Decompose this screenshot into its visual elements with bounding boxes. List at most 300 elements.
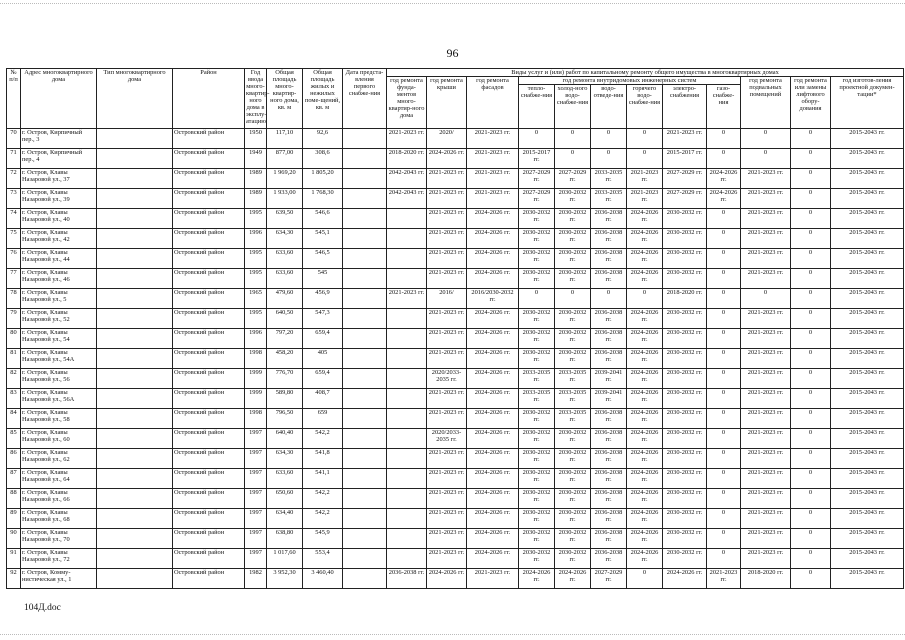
district-cell: Островский район xyxy=(173,449,245,469)
lift-cell: 0 xyxy=(791,429,831,449)
header-sewer: водо-отведе-ния xyxy=(591,85,627,129)
table-row xyxy=(7,249,904,269)
facade-cell: 2024-2026 гг. xyxy=(467,549,519,569)
house-type-cell xyxy=(97,449,173,469)
facade-cell: 2024-2026 гг. xyxy=(467,349,519,369)
doc-date-cell xyxy=(343,309,387,329)
table-row xyxy=(7,289,904,309)
foundation-cell: 2036-2038 гг. xyxy=(387,569,427,589)
roof-cell: 2021-2023 гг. xyxy=(427,269,467,289)
address-cell: г. Остров, Клавы Назаровой ул., 64 xyxy=(21,469,97,489)
heat-cell: 2027-2029 гг. xyxy=(519,169,555,189)
doc-date-cell xyxy=(343,289,387,309)
facade-cell: 2024-2026 гг. xyxy=(467,249,519,269)
district-cell: Островский район xyxy=(173,529,245,549)
heat-cell: 2030-2032 гг. xyxy=(519,329,555,349)
header-hot-water: горячего водо-снабже-ния xyxy=(627,85,663,129)
basement-cell: 2021-2023 гг. xyxy=(741,509,791,529)
total-area-cell: 1 933,00 xyxy=(267,189,303,209)
res-area-cell: 545,1 xyxy=(303,229,343,249)
hot-water-cell: 2024-2026 гг. xyxy=(627,249,663,269)
gas-cell: 2021-2023 гг. xyxy=(707,569,741,589)
facade-cell: 2024-2026 гг. xyxy=(467,449,519,469)
doc-date-cell xyxy=(343,409,387,429)
sewer-cell: 2036-2038 гг. xyxy=(591,489,627,509)
foundation-cell xyxy=(387,389,427,409)
heat-cell: 2030-2032 гг. xyxy=(519,529,555,549)
foundation-cell: 2018-2020 гг. xyxy=(387,149,427,169)
repair-schedule-table xyxy=(6,68,904,589)
row-number: 89 xyxy=(7,509,21,529)
roof-cell: 2021-2023 гг. xyxy=(427,209,467,229)
basement-cell: 2018-2020 гг. xyxy=(741,569,791,589)
foundation-cell xyxy=(387,529,427,549)
sewer-cell: 2036-2038 гг. xyxy=(591,309,627,329)
design-docs-cell: 2015-2043 гг. xyxy=(831,229,904,249)
cold-water-cell: 2033-2035 гг. xyxy=(555,389,591,409)
electric-cell: 2030-2032 гг. xyxy=(663,229,707,249)
facade-cell: 2024-2026 гг. xyxy=(467,309,519,329)
sewer-cell: 2036-2038 гг. xyxy=(591,469,627,489)
foundation-cell: 2042-2043 гг. xyxy=(387,169,427,189)
total-area-cell: 633,60 xyxy=(267,249,303,269)
row-number: 83 xyxy=(7,389,21,409)
header-basement: год ремонта подвальных помещений xyxy=(741,77,791,129)
sewer-cell: 2036-2038 гг. xyxy=(591,329,627,349)
foundation-cell xyxy=(387,549,427,569)
sewer-cell: 0 xyxy=(591,129,627,149)
hot-water-cell: 2024-2026 гг. xyxy=(627,209,663,229)
design-docs-cell: 2015-2043 гг. xyxy=(831,569,904,589)
hot-water-cell: 2024-2026 гг. xyxy=(627,549,663,569)
row-number: 82 xyxy=(7,369,21,389)
facade-cell: 2024-2026 гг. xyxy=(467,269,519,289)
document-filename: 104Д.doc xyxy=(24,603,61,613)
total-area-cell: 640,40 xyxy=(267,429,303,449)
header-res-area: Общая площадь жилых и нежилых поме-щений, кв. м xyxy=(303,69,343,129)
sewer-cell: 2027-2029 гг. xyxy=(591,569,627,589)
hot-water-cell: 2024-2026 гг. xyxy=(627,269,663,289)
table-row xyxy=(7,529,904,549)
heat-cell: 2030-2032 гг. xyxy=(519,229,555,249)
row-number: 87 xyxy=(7,469,21,489)
facade-cell: 2021-2023 гг. xyxy=(467,189,519,209)
table-row xyxy=(7,129,904,149)
year-built-cell: 1997 xyxy=(245,429,267,449)
heat-cell: 2030-2032 гг. xyxy=(519,429,555,449)
sewer-cell: 2033-2035 гг. xyxy=(591,169,627,189)
res-area-cell: 659,4 xyxy=(303,329,343,349)
electric-cell: 2015-2017 гг. xyxy=(663,149,707,169)
district-cell: Островский район xyxy=(173,429,245,449)
table-row xyxy=(7,189,904,209)
row-number: 77 xyxy=(7,269,21,289)
table-row xyxy=(7,369,904,389)
gas-cell: 0 xyxy=(707,409,741,429)
total-area-cell: 650,60 xyxy=(267,489,303,509)
roof-cell: 2021-2023 гг. xyxy=(427,529,467,549)
cold-water-cell: 2030-2032 гг. xyxy=(555,349,591,369)
year-built-cell: 1996 xyxy=(245,329,267,349)
lift-cell: 0 xyxy=(791,309,831,329)
hot-water-cell: 2024-2026 гг. xyxy=(627,529,663,549)
basement-cell: 2021-2023 гг. xyxy=(741,529,791,549)
electric-cell: 2030-2032 гг. xyxy=(663,369,707,389)
total-area-cell: 633,60 xyxy=(267,269,303,289)
hot-water-cell: 2021-2023 гг. xyxy=(627,169,663,189)
hot-water-cell: 2024-2026 гг. xyxy=(627,229,663,249)
house-type-cell xyxy=(97,169,173,189)
house-type-cell xyxy=(97,309,173,329)
house-type-cell xyxy=(97,209,173,229)
district-cell: Островский район xyxy=(173,369,245,389)
header-num: № п/п xyxy=(7,69,21,129)
foundation-cell xyxy=(387,469,427,489)
basement-cell: 0 xyxy=(741,129,791,149)
design-docs-cell: 2015-2043 гг. xyxy=(831,309,904,329)
lift-cell: 0 xyxy=(791,329,831,349)
facade-cell: 2024-2026 гг. xyxy=(467,329,519,349)
roof-cell: 2021-2023 гг. xyxy=(427,249,467,269)
gas-cell: 0 xyxy=(707,229,741,249)
district-cell: Островский район xyxy=(173,329,245,349)
lift-cell: 0 xyxy=(791,569,831,589)
row-number: 75 xyxy=(7,229,21,249)
address-cell: г. Остров, Клавы Назаровой ул., 70 xyxy=(21,529,97,549)
header-roof: год ремонта крыши xyxy=(427,77,467,129)
table-row xyxy=(7,329,904,349)
lift-cell: 0 xyxy=(791,349,831,369)
row-number: 81 xyxy=(7,349,21,369)
total-area-cell: 776,70 xyxy=(267,369,303,389)
cold-water-cell: 2030-2032 гг. xyxy=(555,269,591,289)
year-built-cell: 1997 xyxy=(245,529,267,549)
district-cell: Островский район xyxy=(173,409,245,429)
facade-cell: 2024-2026 гг. xyxy=(467,489,519,509)
lift-cell: 0 xyxy=(791,509,831,529)
lift-cell: 0 xyxy=(791,469,831,489)
design-docs-cell: 2015-2043 гг. xyxy=(831,189,904,209)
table-row xyxy=(7,489,904,509)
row-number: 79 xyxy=(7,309,21,329)
cold-water-cell: 0 xyxy=(555,129,591,149)
foundation-cell xyxy=(387,489,427,509)
year-built-cell: 1998 xyxy=(245,409,267,429)
sewer-cell: 2036-2038 гг. xyxy=(591,449,627,469)
table-row xyxy=(7,429,904,449)
house-type-cell xyxy=(97,129,173,149)
total-area-cell: 797,20 xyxy=(267,329,303,349)
hot-water-cell: 2024-2026 гг. xyxy=(627,329,663,349)
cold-water-cell: 2030-2032 гг. xyxy=(555,229,591,249)
gas-cell: 0 xyxy=(707,369,741,389)
house-type-cell xyxy=(97,329,173,349)
foundation-cell xyxy=(387,509,427,529)
basement-cell: 2021-2023 гг. xyxy=(741,389,791,409)
cold-water-cell: 2030-2032 гг. xyxy=(555,329,591,349)
header-design-docs: год изготов-ления проектной докумен-тации* xyxy=(831,77,904,129)
res-area-cell: 1 805,20 xyxy=(303,169,343,189)
roof-cell: 2021-2023 гг. xyxy=(427,549,467,569)
foundation-cell xyxy=(387,369,427,389)
heat-cell: 2030-2032 гг. xyxy=(519,209,555,229)
address-cell: г. Остров, Клавы Назаровой ул., 62 xyxy=(21,449,97,469)
address-cell: г. Остров, Клавы Назаровой ул., 52 xyxy=(21,309,97,329)
table-row xyxy=(7,349,904,369)
address-cell: г. Остров, Клавы Назаровой ул., 60 xyxy=(21,429,97,449)
district-cell: Островский район xyxy=(173,149,245,169)
electric-cell: 2030-2032 гг. xyxy=(663,309,707,329)
district-cell: Островский район xyxy=(173,389,245,409)
lift-cell: 0 xyxy=(791,449,831,469)
foundation-cell xyxy=(387,269,427,289)
year-built-cell: 1997 xyxy=(245,449,267,469)
total-area-cell: 589,80 xyxy=(267,389,303,409)
district-cell: Островский район xyxy=(173,469,245,489)
total-area-cell: 640,50 xyxy=(267,309,303,329)
total-area-cell: 634,40 xyxy=(267,509,303,529)
header-heat: тепло-снабже-ния xyxy=(519,85,555,129)
basement-cell: 2021-2023 гг. xyxy=(741,489,791,509)
table-row xyxy=(7,469,904,489)
foundation-cell xyxy=(387,309,427,329)
district-cell: Островский район xyxy=(173,549,245,569)
table-row xyxy=(7,309,904,329)
design-docs-cell: 2015-2043 гг. xyxy=(831,329,904,349)
year-built-cell: 1997 xyxy=(245,489,267,509)
year-built-cell: 1997 xyxy=(245,469,267,489)
lift-cell: 0 xyxy=(791,269,831,289)
electric-cell: 2027-2029 гг. xyxy=(663,189,707,209)
doc-date-cell xyxy=(343,129,387,149)
lift-cell: 0 xyxy=(791,369,831,389)
design-docs-cell: 2015-2043 гг. xyxy=(831,149,904,169)
cold-water-cell: 2030-2032 гг. xyxy=(555,489,591,509)
res-area-cell: 545,9 xyxy=(303,529,343,549)
roof-cell: 2021-2023 гг. xyxy=(427,329,467,349)
foundation-cell xyxy=(387,329,427,349)
basement-cell: 0 xyxy=(741,289,791,309)
gas-cell: 0 xyxy=(707,529,741,549)
electric-cell: 2027-2029 гг. xyxy=(663,169,707,189)
electric-cell: 2024-2026 гг. xyxy=(663,569,707,589)
row-number: 78 xyxy=(7,289,21,309)
row-number: 91 xyxy=(7,549,21,569)
basement-cell: 2021-2023 гг. xyxy=(741,409,791,429)
year-built-cell: 1982 xyxy=(245,569,267,589)
total-area-cell: 638,80 xyxy=(267,529,303,549)
cold-water-cell: 2030-2032 гг. xyxy=(555,469,591,489)
gas-cell: 0 xyxy=(707,389,741,409)
sewer-cell: 0 xyxy=(591,289,627,309)
cold-water-cell: 2024-2026 гг. xyxy=(555,569,591,589)
year-built-cell: 1997 xyxy=(245,549,267,569)
gas-cell: 0 xyxy=(707,209,741,229)
doc-date-cell xyxy=(343,469,387,489)
sewer-cell: 0 xyxy=(591,149,627,169)
basement-cell: 2021-2023 гг. xyxy=(741,309,791,329)
sewer-cell: 2036-2038 гг. xyxy=(591,269,627,289)
row-number: 85 xyxy=(7,429,21,449)
basement-cell: 2021-2023 гг. xyxy=(741,209,791,229)
cold-water-cell: 2033-2035 гг. xyxy=(555,369,591,389)
year-built-cell: 1989 xyxy=(245,189,267,209)
facade-cell: 2024-2026 гг. xyxy=(467,409,519,429)
gas-cell: 0 xyxy=(707,289,741,309)
facade-cell: 2016/2030-2032 гг. xyxy=(467,289,519,309)
cold-water-cell: 2033-2035 гг. xyxy=(555,409,591,429)
design-docs-cell: 2015-2043 гг. xyxy=(831,129,904,149)
basement-cell: 2021-2023 гг. xyxy=(741,189,791,209)
district-cell: Островский район xyxy=(173,129,245,149)
house-type-cell xyxy=(97,249,173,269)
sewer-cell: 2036-2038 гг. xyxy=(591,529,627,549)
cold-water-cell: 2030-2032 гг. xyxy=(555,429,591,449)
basement-cell: 2021-2023 гг. xyxy=(741,549,791,569)
house-type-cell xyxy=(97,469,173,489)
hot-water-cell: 2024-2026 гг. xyxy=(627,489,663,509)
header-cold-water: холод-ного водо-снабже-ния xyxy=(555,85,591,129)
year-built-cell: 1999 xyxy=(245,389,267,409)
year-built-cell: 1949 xyxy=(245,149,267,169)
hot-water-cell: 2024-2026 гг. xyxy=(627,469,663,489)
heat-cell: 2030-2032 гг. xyxy=(519,509,555,529)
gas-cell: 0 xyxy=(707,269,741,289)
address-cell: г. Остров, Клавы Назаровой ул., 46 xyxy=(21,269,97,289)
header-house-type: Тип многоквартирного дома xyxy=(97,69,173,129)
res-area-cell: 456,9 xyxy=(303,289,343,309)
lift-cell: 0 xyxy=(791,409,831,429)
roof-cell: 2024-2026 гг. xyxy=(427,569,467,589)
roof-cell: 2021-2023 гг. xyxy=(427,409,467,429)
lift-cell: 0 xyxy=(791,289,831,309)
doc-date-cell xyxy=(343,429,387,449)
doc-date-cell xyxy=(343,449,387,469)
roof-cell: 2021-2023 гг. xyxy=(427,509,467,529)
heat-cell: 2030-2032 гг. xyxy=(519,409,555,429)
cold-water-cell: 2030-2032 гг. xyxy=(555,549,591,569)
electric-cell: 2030-2032 гг. xyxy=(663,349,707,369)
cold-water-cell: 2030-2032 гг. xyxy=(555,509,591,529)
design-docs-cell: 2015-2043 гг. xyxy=(831,449,904,469)
total-area-cell: 877,00 xyxy=(267,149,303,169)
header-address: Адрес многоквартирного дома xyxy=(21,69,97,129)
facade-cell: 2024-2026 гг. xyxy=(467,229,519,249)
facade-cell: 2021-2023 гг. xyxy=(467,149,519,169)
cold-water-cell: 2027-2029 гг. xyxy=(555,169,591,189)
gas-cell: 0 xyxy=(707,349,741,369)
address-cell: г. Остров, Кирпичный пер., 4 xyxy=(21,149,97,169)
header-foundation: год ремонта фунда-ментов много-квартир-ного дома xyxy=(387,77,427,129)
heat-cell: 2030-2032 гг. xyxy=(519,349,555,369)
header-total-area: Общая площадь много-квартир-ного дома, кв. м xyxy=(267,69,303,129)
gas-cell: 0 xyxy=(707,309,741,329)
gas-cell: 0 xyxy=(707,449,741,469)
house-type-cell xyxy=(97,429,173,449)
electric-cell: 2030-2032 гг. xyxy=(663,429,707,449)
header-doc-date: Дата предста-вления первого снабже-ния xyxy=(343,69,387,129)
foundation-cell xyxy=(387,249,427,269)
gas-cell: 0 xyxy=(707,129,741,149)
heat-cell: 2030-2032 гг. xyxy=(519,469,555,489)
total-area-cell: 634,30 xyxy=(267,449,303,469)
gas-cell: 0 xyxy=(707,549,741,569)
lift-cell: 0 xyxy=(791,529,831,549)
table-row xyxy=(7,169,904,189)
address-cell: г. Остров, Комму-нистическая ул., 1 xyxy=(21,569,97,589)
res-area-cell: 547,3 xyxy=(303,309,343,329)
year-built-cell: 1995 xyxy=(245,269,267,289)
facade-cell: 2024-2026 гг. xyxy=(467,369,519,389)
electric-cell: 2018-2020 гг. xyxy=(663,289,707,309)
design-docs-cell: 2015-2043 гг. xyxy=(831,209,904,229)
cold-water-cell: 2030-2032 гг. xyxy=(555,449,591,469)
design-docs-cell: 2015-2043 гг. xyxy=(831,469,904,489)
hot-water-cell: 2024-2026 гг. xyxy=(627,369,663,389)
heat-cell: 2033-2035 гг. xyxy=(519,369,555,389)
roof-cell: 2020/ xyxy=(427,129,467,149)
res-area-cell: 92,6 xyxy=(303,129,343,149)
foundation-cell xyxy=(387,349,427,369)
res-area-cell: 541,1 xyxy=(303,469,343,489)
year-built-cell: 1995 xyxy=(245,249,267,269)
lift-cell: 0 xyxy=(791,209,831,229)
design-docs-cell: 2015-2043 гг. xyxy=(831,549,904,569)
cold-water-cell: 2030-2032 гг. xyxy=(555,209,591,229)
doc-date-cell xyxy=(343,529,387,549)
heat-cell: 2030-2032 гг. xyxy=(519,249,555,269)
design-docs-cell: 2015-2043 гг. xyxy=(831,349,904,369)
roof-cell: 2021-2023 гг. xyxy=(427,489,467,509)
basement-cell: 2021-2023 гг. xyxy=(741,429,791,449)
total-area-cell: 633,60 xyxy=(267,469,303,489)
res-area-cell: 405 xyxy=(303,349,343,369)
doc-date-cell xyxy=(343,369,387,389)
total-area-cell: 634,30 xyxy=(267,229,303,249)
address-cell: г. Остров, Клавы Назаровой ул., 66 xyxy=(21,489,97,509)
roof-cell: 2016/ xyxy=(427,289,467,309)
district-cell: Островский район xyxy=(173,209,245,229)
res-area-cell: 659,4 xyxy=(303,369,343,389)
row-number: 76 xyxy=(7,249,21,269)
hot-water-cell: 2024-2026 гг. xyxy=(627,349,663,369)
gas-cell: 0 xyxy=(707,149,741,169)
basement-cell: 2021-2023 гг. xyxy=(741,369,791,389)
sewer-cell: 2039-2041 гг. xyxy=(591,389,627,409)
scan-edge-bottom xyxy=(0,634,905,635)
district-cell: Островский район xyxy=(173,249,245,269)
row-number: 90 xyxy=(7,529,21,549)
district-cell: Островский район xyxy=(173,509,245,529)
electric-cell: 2030-2032 гг. xyxy=(663,409,707,429)
design-docs-cell: 2015-2043 гг. xyxy=(831,269,904,289)
basement-cell: 2021-2023 гг. xyxy=(741,269,791,289)
design-docs-cell: 2015-2043 гг. xyxy=(831,509,904,529)
electric-cell: 2030-2032 гг. xyxy=(663,269,707,289)
foundation-cell xyxy=(387,449,427,469)
house-type-cell xyxy=(97,189,173,209)
hot-water-cell: 2021-2023 гг. xyxy=(627,189,663,209)
heat-cell: 2030-2032 гг. xyxy=(519,309,555,329)
heat-cell: 2030-2032 гг. xyxy=(519,269,555,289)
design-docs-cell: 2015-2043 гг. xyxy=(831,429,904,449)
house-type-cell xyxy=(97,509,173,529)
total-area-cell: 3 952,30 xyxy=(267,569,303,589)
total-area-cell: 479,60 xyxy=(267,289,303,309)
gas-cell: 0 xyxy=(707,249,741,269)
gas-cell: 2024-2026 гг. xyxy=(707,189,741,209)
facade-cell: 2021-2023 гг. xyxy=(467,129,519,149)
